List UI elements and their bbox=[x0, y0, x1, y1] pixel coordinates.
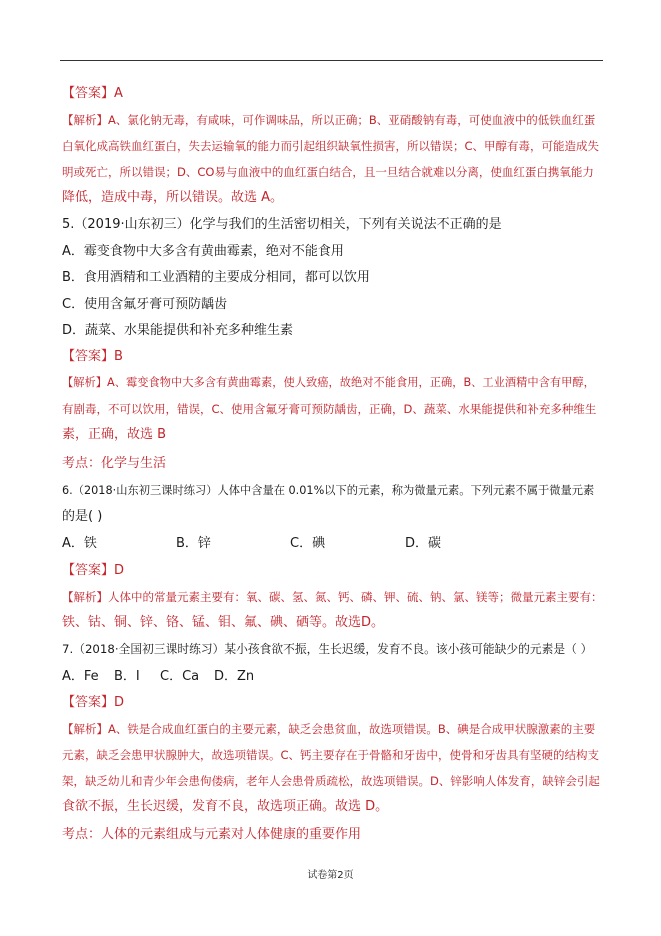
q7-answer: 【答案】D bbox=[62, 695, 125, 710]
q5-option-a: A．霉变食物中大多含有黄曲霉素，绝对不能食用 bbox=[62, 244, 344, 259]
q7-option-c: C．Ca bbox=[160, 669, 200, 684]
q6-option-d: D．碳 bbox=[405, 536, 442, 551]
q5-option-b: B．食用酒精和工业酒精的主要成分相同，都可以饮用 bbox=[62, 270, 370, 285]
q7-analysis-line-4: 食欲不振，生长迟缓，发育不良，故选项正确。故选 D。 bbox=[62, 799, 389, 814]
q4-analysis-line-2: 白氧化成高铁血红蛋白，失去运输氧的能力而引起组织缺氧性损害，所以错误；C、甲醇有毒，可能造成失 bbox=[62, 139, 600, 153]
q6-options bbox=[62, 535, 602, 553]
q7-analysis-line-3: 架，缺乏幼儿和青少年会患佝偻病，老年人会患骨质疏松，故选项错误。D、锌影响人体发育，缺锌会引起 bbox=[62, 774, 600, 788]
q6-stem-line-1: 6.（2018·山东初三课时练习）人体中含量在 0.01%以下的元素，称为微量元素。下列元素不属于微量元素 bbox=[62, 484, 595, 497]
q4-analysis-line-3: 明或死亡，所以错误；D、CO易与血液中的血红蛋白结合，且一旦结合就难以分离，使血红蛋白携氧能力 bbox=[62, 165, 594, 179]
q6-analysis-line-2: 铁、钴、铜、锌、铬、锰、钼、氟、碘、硒等。故选D。 bbox=[62, 615, 385, 630]
q5-analysis-line-3: 素，正确，故选 B bbox=[62, 427, 167, 442]
q5-stem: 5.（2019·山东初三）化学与我们的生活密切相关，下列有关说法不正确的是 bbox=[62, 217, 502, 232]
q5-option-d: D．蔬菜、水果能提供和补充多种维生素 bbox=[62, 323, 294, 338]
q7-option-d: D．Zn bbox=[214, 669, 255, 684]
q4-analysis-line-1: 【解析】A、氯化钠无毒，有咸味，可作调味品，所以正确；B、亚硝酸钠有毒，可使血液中的低铁血红蛋 bbox=[62, 113, 596, 127]
q6-answer: 【答案】D bbox=[62, 563, 125, 578]
q7-point: 考点：人体的元素组成与元素对人体健康的重要作用 bbox=[62, 827, 362, 842]
page-footer: 试卷第2页 bbox=[307, 870, 354, 881]
q7-option-b: B．I bbox=[114, 669, 140, 684]
q7-option-a: A．Fe bbox=[62, 669, 99, 684]
q5-answer: 【答案】B bbox=[62, 349, 123, 364]
q5-analysis-line-2: 有剧毒，不可以饮用，错误，C、使用含氟牙膏可预防龋齿，正确，D、蔬菜、水果能提供和补充多种维生 bbox=[62, 402, 597, 416]
q4-analysis-line-4: 降低，造成中毒，所以错误。故选 A。 bbox=[62, 190, 284, 205]
q5-analysis-line-1: 【解析】A、霉变食物中大多含有黄曲霉素，使人致癌，故绝对不能食用，正确，B、工业酒精中含有甲醇， bbox=[62, 376, 595, 389]
q5-point: 考点：化学与生活 bbox=[62, 456, 167, 471]
q7-stem: 7.（2018·全国初三课时练习）某小孩食欲不振，生长迟缓，发育不良。该小孩可能缺少的元素是（ ） bbox=[62, 642, 593, 656]
q4-answer: 【答案】A bbox=[62, 86, 123, 101]
q6-option-c: C．碘 bbox=[290, 536, 326, 551]
q7-options bbox=[62, 668, 362, 686]
q7-analysis-line-2: 元素，缺乏会患甲状腺肿大，故选项错误。C、钙主要存在于骨骼和牙齿中，使骨和牙齿具有坚硬的结构支 bbox=[62, 748, 600, 762]
q7-analysis-line-1: 【解析】A、铁是合成血红蛋白的主要元素，缺乏会患贫血，故选项错误。B、碘是合成甲状腺激素的主要 bbox=[62, 722, 596, 736]
q6-stem-line-2: 的是( ) bbox=[62, 509, 103, 524]
q6-analysis-line-1: 【解析】人体中的常量元素主要有：氧、碳、氢、氮、钙、磷、钾、硫、钠、氯、镁等；微量元素主要有： bbox=[62, 590, 603, 604]
q6-option-b: B．锌 bbox=[176, 536, 211, 551]
q6-option-a: A．铁 bbox=[62, 536, 97, 551]
header-rule bbox=[60, 60, 603, 61]
q5-option-c: C．使用含氟牙膏可预防龋齿 bbox=[62, 297, 228, 312]
